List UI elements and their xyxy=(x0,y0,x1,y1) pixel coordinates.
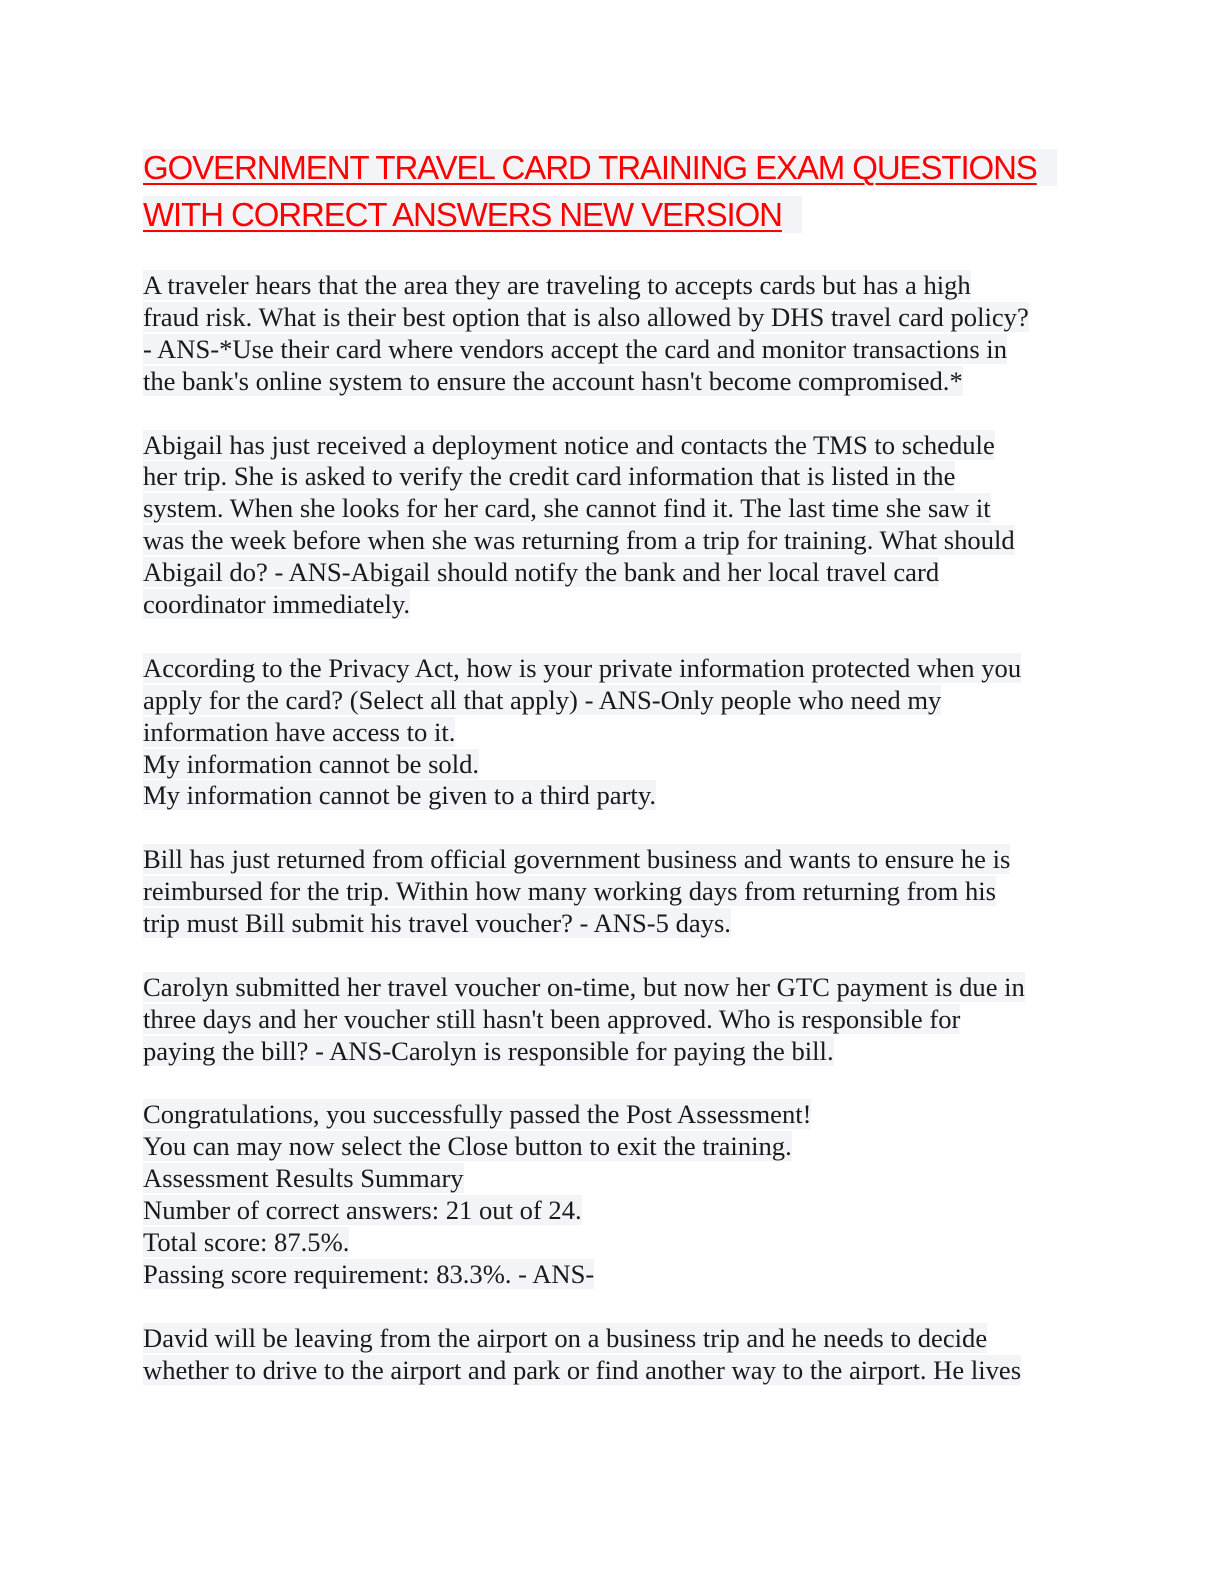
text-line: Passing score requirement: 83.3%. - ANS- xyxy=(143,1259,595,1290)
text-line: Number of correct answers: 21 out of 24. xyxy=(143,1195,582,1226)
title-line-1: GOVERNMENT TRAVEL CARD TRAINING EXAM QUESTIONS xyxy=(143,149,1057,186)
document-title xyxy=(143,144,1073,238)
text-line: apply for the card? (Select all that apply) - ANS-Only people who need my xyxy=(143,684,942,715)
text-line: trip must Bill submit his travel voucher? - ANS-5 days. xyxy=(143,908,731,939)
text-line: was the week before when she was returning from a trip for training. What should xyxy=(143,525,1015,556)
text-line: A traveler hears that the area they are traveling to accepts cards but has a high xyxy=(143,270,971,300)
text-line: reimbursed for the trip. Within how many working days from returning from his xyxy=(143,876,996,907)
text-line: paying the bill? - ANS-Carolyn is responsible for paying the bill. xyxy=(143,1035,834,1066)
text-line: Abigail has just received a deployment notice and contacts the TMS to schedule xyxy=(143,429,995,460)
text-line: My information cannot be given to a third party. xyxy=(143,780,657,811)
text-line: information have access to it. xyxy=(143,716,456,747)
text-line: coordinator immediately. xyxy=(143,589,411,620)
document-body xyxy=(143,270,1083,1419)
text-line: Carolyn submitted her travel voucher on-time, but now her GTC payment is due in xyxy=(143,971,1025,1002)
text-line: You can may now select the Close button to exit the training. xyxy=(143,1131,792,1162)
question-travel-fraud-risk xyxy=(143,270,1083,398)
text-line: three days and her voucher still hasn't been approved. Who is responsible for xyxy=(143,1003,961,1034)
title-line-2: WITH CORRECT ANSWERS NEW VERSION xyxy=(143,196,802,233)
assessment-results-summary xyxy=(143,1099,1083,1290)
question-privacy-act xyxy=(143,653,1083,813)
text-line: Bill has just returned from official government business and wants to ensure he is xyxy=(143,844,1011,875)
text-line: David will be leaving from the airport on a business trip and he needs to decide xyxy=(143,1322,988,1353)
question-bill-voucher xyxy=(143,844,1083,940)
text-line: whether to drive to the airport and park or find another way to the airport. He lives xyxy=(143,1354,1022,1385)
text-line: fraud risk. What is their best option that is also allowed by DHS travel card policy? xyxy=(143,301,1029,332)
question-abigail-lost-card xyxy=(143,430,1083,621)
text-line: - ANS-*Use their card where vendors accept the card and monitor transactions in xyxy=(143,333,1007,364)
question-carolyn-payment xyxy=(143,972,1083,1068)
text-line: her trip. She is asked to verify the credit card information that is listed in the xyxy=(143,461,956,492)
text-line: My information cannot be sold. xyxy=(143,748,480,779)
question-david-airport xyxy=(143,1323,1083,1387)
text-line: According to the Privacy Act, how is your private information protected when you xyxy=(143,652,1022,683)
text-line: the bank's online system to ensure the account hasn't become compromised.* xyxy=(143,365,963,396)
text-line: system. When she looks for her card, she cannot find it. The last time she saw it xyxy=(143,493,991,524)
text-line: Assessment Results Summary xyxy=(143,1163,464,1194)
text-line: Abigail do? - ANS-Abigail should notify the bank and her local travel card xyxy=(143,557,940,588)
text-line: Total score: 87.5%. xyxy=(143,1227,350,1258)
text-line: Congratulations, you successfully passed the Post Assessment! xyxy=(143,1099,812,1130)
